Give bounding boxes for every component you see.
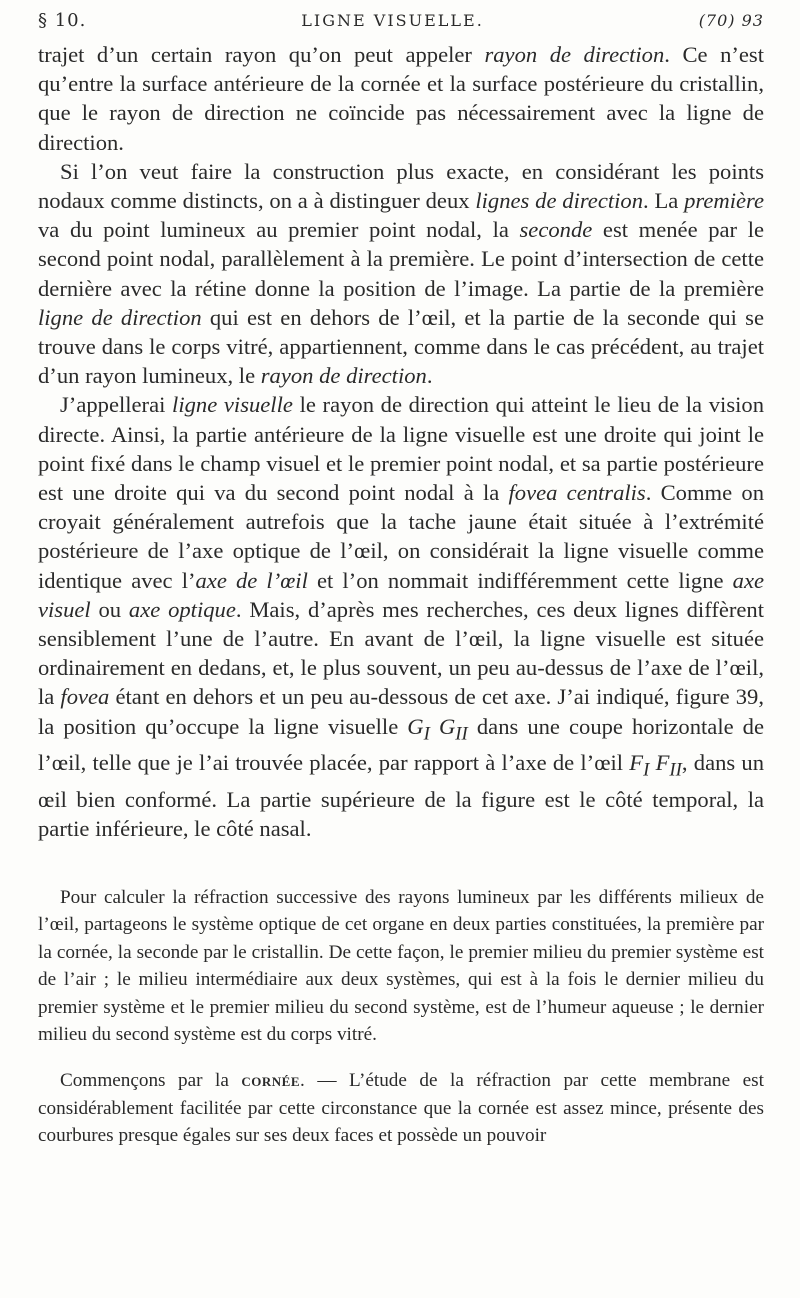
paragraph-2: Si l’on veut faire la construction plus exacte, en considérant les points nodaux comme distincts, on a à distinguer deux lignes de direction. La première va du point lumineux au premier point nodal, la seconde est menée par le second point nodal, parallèlement à la première. Le point d’intersection de cette dernière avec la rétine donne la position de l’image. La partie de la première ligne de direction qui est en dehors de l’œil, et la partie de la seconde qui se trouve dans le corps vitré, appartiennent, comme dans le cas précédent, au trajet d’un rayon lumineux, le rayon de direction. [38,158,765,389]
section-number: § 10. [38,10,87,31]
main-text [38,40,764,844]
page-number: (70) 93 [698,11,764,30]
paragraph-1: trajet d’un certain rayon qu’on peut appeler rayon de direction. Ce n’est qu’entre la surface antérieure de la cornée et la surface postérieure du cristallin, que le rayon de direction ne coïncide pas nécessairement avec la ligne de direction. [38,42,764,155]
note-paragraph-1: Pour calculer la réfraction successive des rayons lumineux par les différents milieux de l’œil, partageons le système optique de cet organe en deux parties constituées, la première par la cornée, la seconde par le cristallin. De cette façon, le premier milieu du premier système est de l’air ; le milieu intermédiaire aux deux systèmes, qui est à la fois le dernier milieu du premier système et le premier milieu du second système, est de l’humeur aqueuse ; le dernier milieu du second système est du corps vitré. [38,886,764,1046]
note-paragraph-2: Commençons par la cornée. — L’étude de la réfraction par cette membrane est considérablement facilitée par cette circonstance que la cornée est assez mince, présente des courbures presque égales sur ses deux faces et possède un pouvoir [38,1070,764,1147]
running-title: LIGNE VISUELLE. [301,11,484,30]
note-text [38,884,764,1150]
paragraph-3: J’appellerai ligne visuelle le rayon de direction qui atteint le lieu de la vision directe. Ainsi, la partie antérieure de la ligne visuelle est une droite qui joint le point fixé dans le champ visuel et le premier point nodal, et sa partie postérieure est une droite qui va du second point nodal à la fovea centralis. Comme on croyait généralement autrefois que la tache jaune était située à l’extrémité postérieure de l’axe optique de l’œil, on considérait la ligne visuelle comme identique avec l’axe de l’œil et l’on nommait indifféremment cette ligne axe visuel ou axe optique. Mais, d’après mes recherches, ces deux lignes diffèrent sensiblement l’une de l’autre. En avant de l’œil, la ligne visuelle est située ordinairement en dedans, et, le plus souvent, un peu au-dessus de l’axe de l’œil, la fovea étant en dehors et un peu au-dessous de cet axe. J’ai indiqué, figure 39, la position qu’occupe la ligne visuelle $G_I$ $G_{II}$ dans une coupe horizontale de l’œil, telle que je l’ai trouvée placée, par rapport à l’axe de l’œil $F_I$ $F_{II}$, dans un œil bien conformé. La partie supérieure de la figure est le côté temporal, la partie inférieure, le côté nasal. [38,392,765,842]
running-head [38,10,764,38]
